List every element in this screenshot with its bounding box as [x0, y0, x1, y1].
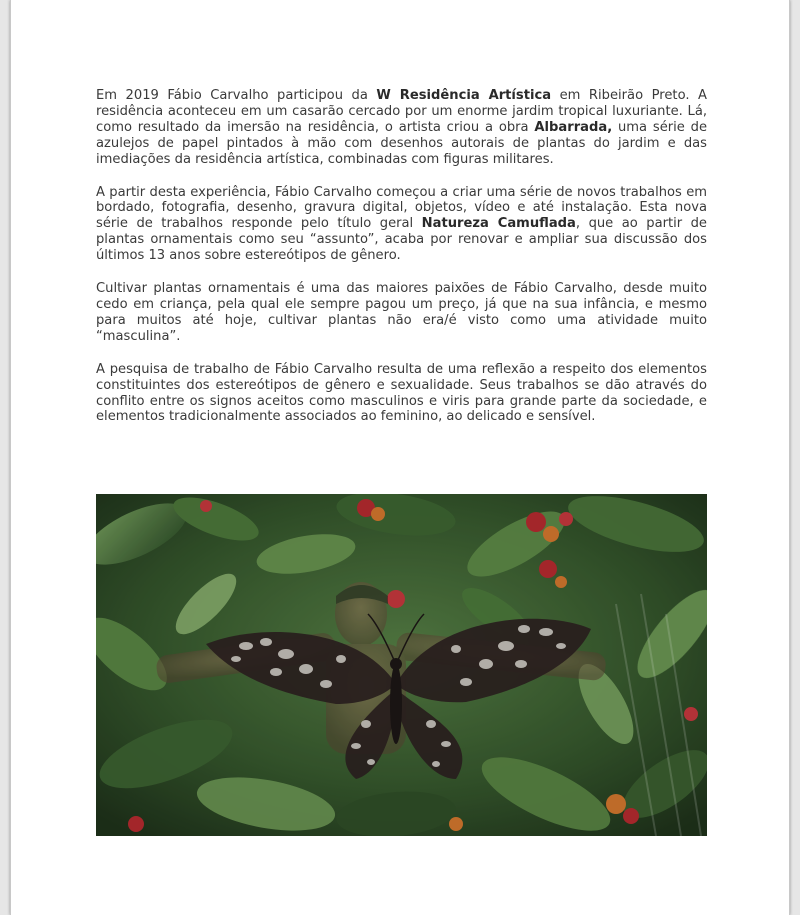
paragraph-1: Em 2019 Fábio Carvalho participou da W Residência Artística em Ribeirão Preto. A residência aconteceu em um casarão cercado por um enorme jardim tropical luxuriante. Lá, como resultado da imersão na residência, o artista criou a obra Albarrada, uma série de azulejos de papel pintados à mão com desenhos autorais de plantas do jardim e das imediações da residência artística, combinadas com figuras militares. — [96, 88, 708, 167]
paragraph-4: A pesquisa de trabalho de Fábio Carvalho resulta de uma reflexão a respeito dos elementos constituintes dos estereótipos de gênero e sexualidade. Seus trabalhos se dão através do conflito entre os signos aceitos como masculinos e viris para grande parte da sociedade, e elementos tradicionalmente associados ao feminino, ao delicado e sensível. — [96, 361, 707, 425]
bold-albarrada: Albarrada, — [534, 119, 613, 135]
paragraph-3: Cultivar plantas ornamentais é uma das maiores paixões de Fábio Carvalho, desde muito cedo em criança, pela qual ele sempre pagou um preço, já que na sua infância, e mesmo para muitos até hoje, cultivar plantas não era/é visto como uma atividade muito “masculina”. — [96, 281, 707, 344]
bold-residencia: W Residência Artística — [376, 88, 552, 103]
paragraph-2: A partir desta experiência, Fábio Carvalho começou a criar uma série de novos trabalhos em bordado, fotografia, desenho, gravura digital, objetos, vídeo e até instalação. Esta nova série de trabalhos responde pelo título geral Natureza Camuflada, que ao partir de plantas ornamentais como seu “assunto”, acaba por renovar e ampliar sua discussão dos últimos 13 anos sobre estereótipos de gênero. — [96, 184, 707, 264]
butterfly-photo-art — [96, 494, 707, 836]
document-page — [10, 0, 790, 915]
bold-natureza-camuflada: Natureza Camuflada — [421, 216, 576, 232]
butterfly-photo — [96, 494, 707, 836]
document-text — [96, 88, 707, 442]
